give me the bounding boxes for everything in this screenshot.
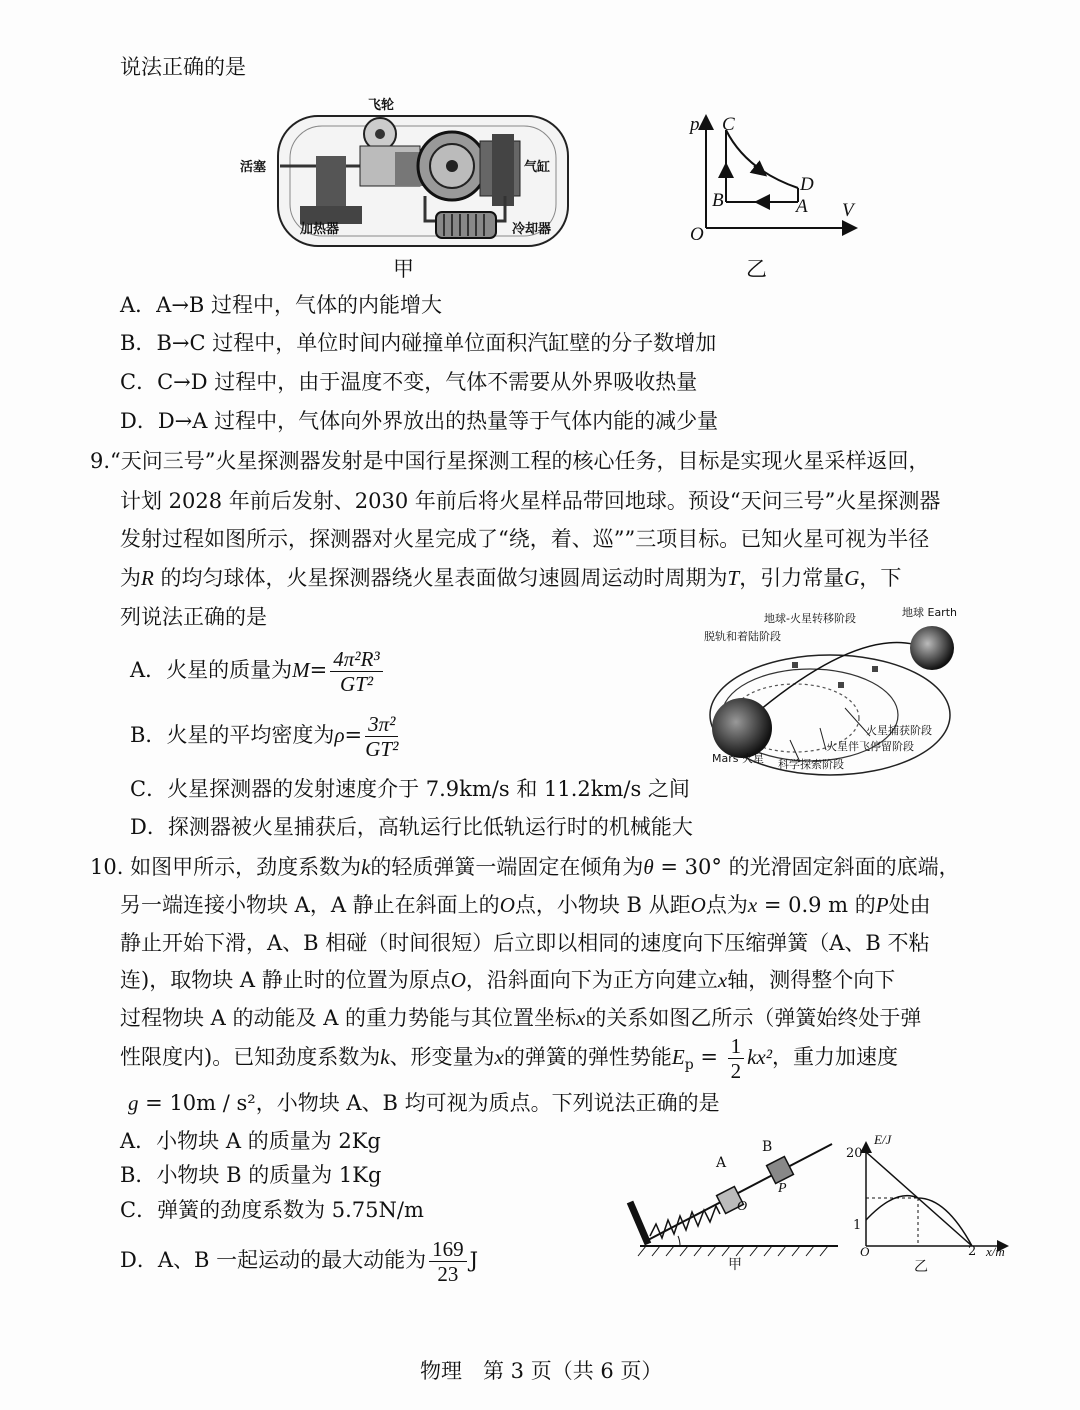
q8-option-b: B．B→C 过程中，单位时间内碰撞单位面积汽缸壁的分子数增加 — [120, 331, 717, 355]
orbit-deorbit-label: 脱轨和着陆阶段 — [704, 630, 781, 643]
q9-stem-line-2: 计划 2028 年前后发射、2030 年前后将火星样品带回地球。预设“天问三号”火星探测器 — [120, 489, 941, 513]
q9-option-d: D．探测器被火星捕获后，高轨运行比低轨运行时的机械能大 — [130, 815, 693, 839]
graph-origin: O — [860, 1244, 870, 1259]
incline-b-label: B — [762, 1139, 773, 1155]
graph-caption: 乙 — [914, 1259, 928, 1275]
orbit-transfer-label: 地球-火星转移阶段 — [764, 612, 856, 625]
q8-option-a: A．A→B 过程中，气体的内能增大 — [120, 293, 443, 317]
q10-stem-line-4: 连)，取物块 A 静止时的位置为原点O，沿斜面向下为正方向建立x轴，测得整个向下 — [120, 968, 896, 992]
pv-v-label: V — [842, 200, 854, 221]
q10-stem-line-1: 10. 如图甲所示，劲度系数为k的轻质弹簧一端固定在倾角为θ = 30° 的光滑固定斜面的底端， — [90, 855, 960, 879]
q8-option-c: C．C→D 过程中，由于温度不变，气体不需要从外界吸收热量 — [120, 370, 698, 394]
q9-stem-line-1: 9.“天问三号”火星探测器发射是中国行星探测工程的核心任务，目标是实现火星采样返回， — [90, 449, 930, 473]
page-footer: 物理 第 3 页（共 6 页） — [420, 1359, 663, 1383]
incline-o-label: O — [737, 1199, 748, 1214]
orbit-earth-label: 地球 Earth — [902, 606, 957, 619]
q10-option-c: C．弹簧的劲度系数为 5.75N/m — [120, 1198, 424, 1222]
graph-y1: 1 — [853, 1218, 862, 1233]
graph-ylabel: E/J — [874, 1132, 892, 1147]
q10-option-d: D．A、B 一起运动的最大动能为 $\frac{169}{23}$ J — [120, 1237, 479, 1286]
incline-caption: 甲 — [728, 1257, 742, 1273]
cooler-label: 冷却器 — [512, 222, 552, 237]
incline-a-label: A — [716, 1155, 727, 1171]
mars-icon — [712, 698, 772, 758]
earth-icon — [910, 626, 954, 670]
heater-label: 加热器 — [300, 222, 340, 237]
pv-origin-label: O — [690, 224, 704, 245]
q10-option-b: B．小物块 B 的质量为 1Kg — [120, 1163, 382, 1187]
q8-option-d: D．D→A 过程中，气体向外界放出的热量等于气体内能的减少量 — [120, 409, 719, 433]
q10-stem-line-7: g = 10m / s²，小物块 A、B 均可视为质点。下列说法正确的是 — [128, 1091, 720, 1115]
q9-option-b: B．火星的平均密度为ρ= $\frac{\text{3π²}}{\text{GT²}}$ — [130, 712, 399, 761]
q9-stem-line-4: 为R 的均匀球体，火星探测器绕火星表面做匀速圆周运动时周期为T，引力常量G，下 — [120, 566, 902, 590]
fig-jia-caption: 甲 — [393, 257, 414, 281]
incline-p-label: P — [778, 1181, 787, 1196]
graph-y20: 20 — [846, 1146, 863, 1161]
graph-x2: 2 — [968, 1244, 977, 1259]
orbit-science-label: 科学探索阶段 — [778, 758, 844, 771]
pv-a-label: A — [796, 196, 808, 217]
pv-c-label: C — [722, 114, 735, 135]
q9-option-c: C．火星探测器的发射速度介于 7.9km/s 和 11.2km/s 之间 — [130, 777, 690, 801]
q10-stem-line-3: 静止开始下滑，A、B 相碰（时间很短）后立即以相同的速度向下压缩弹簧（A、B 不粘 — [120, 931, 930, 955]
pv-b-label: B — [712, 190, 724, 211]
q10-option-a: A．小物块 A 的质量为 2Kg — [120, 1129, 381, 1153]
incline-spring-figure — [620, 1140, 850, 1260]
q10-stem-line-6: 性限度内)。已知劲度系数为k、形变量为x的弹簧的弹性势能$E_p$ = $\frac{1}{2}$ kx²，重力加速度 — [120, 1034, 899, 1083]
fig-yi-caption: 乙 — [746, 257, 767, 281]
pv-diagram — [686, 110, 866, 250]
energy-graph — [856, 1140, 1016, 1260]
q9-stem-line-3: 发射过程如图所示，探测器对火星完成了“绕，着、巡””三项目标。已知火星可视为半径 — [120, 527, 930, 551]
q9-stem-line-5: 列说法正确的是 — [120, 605, 267, 629]
q10-stem-line-5: 过程物块 A 的动能及 A 的重力势能与其位置坐标x的关系如图乙所示（弹簧始终处于弹 — [120, 1006, 922, 1030]
pv-p-label: p — [690, 114, 700, 135]
orbit-parking-label: 火星伴飞停留阶段 — [826, 740, 914, 753]
piston-label: 活塞 — [240, 160, 267, 175]
q10-stem-line-2: 另一端连接小物块 A，A 静止在斜面上的O点，小物块 B 从距O点为x = 0.9 m 的P处由 — [120, 893, 931, 917]
pv-d-label: D — [800, 174, 814, 195]
orbit-mars-label: Mars 火星 — [712, 752, 764, 765]
q9-option-a: A．火星的质量为M= $\frac{\text{4π²R³}}{\text{GT²}}$ — [130, 645, 386, 696]
cylinder-label: 气缸 — [524, 160, 551, 175]
graph-xlabel: x/m — [986, 1244, 1005, 1259]
orbit-capture-label: 火星捕获阶段 — [866, 724, 932, 737]
flywheel-label: 飞轮 — [368, 98, 395, 113]
intro-tail: 说法正确的是 — [120, 55, 246, 79]
